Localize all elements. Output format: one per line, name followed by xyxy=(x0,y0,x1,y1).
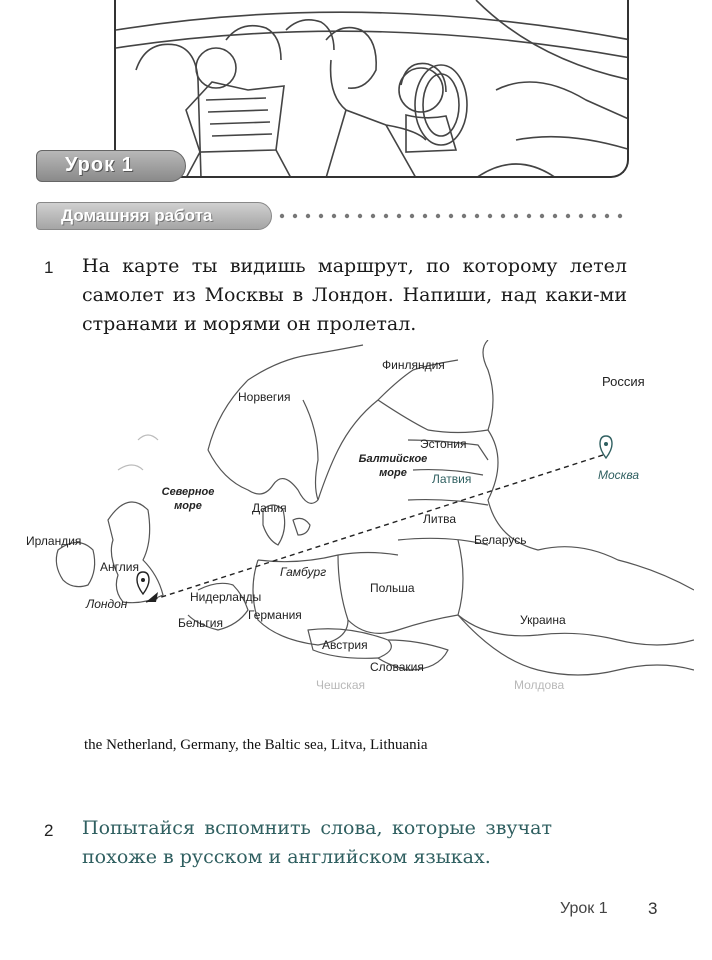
label-russia: Россия xyxy=(602,374,645,389)
section-badge-text: Домашняя работа xyxy=(61,206,213,225)
label-london: Лондон xyxy=(86,597,128,611)
label-poland: Польша xyxy=(370,581,415,595)
page-number: 3 xyxy=(648,899,658,918)
label-czech: Чешская xyxy=(316,678,365,692)
label-norway: Норвегия xyxy=(238,390,291,404)
label-finland: Финляндия xyxy=(382,358,445,372)
label-ukraine: Украина xyxy=(520,613,566,627)
label-slovakia: Словакия xyxy=(370,660,424,674)
label-hamburg: Гамбург xyxy=(280,565,327,579)
label-belarus: Беларусь xyxy=(474,533,527,547)
map-outline xyxy=(18,340,694,720)
label-estonia: Эстония xyxy=(420,437,467,451)
label-lithuania: Литва xyxy=(423,512,456,526)
label-moldova: Молдова xyxy=(514,678,565,692)
label-denmark: Дания xyxy=(252,501,287,515)
lesson-badge-text: Урок 1 xyxy=(65,154,134,176)
task-1-number: 1 xyxy=(44,258,54,277)
airplane-illustration xyxy=(114,0,629,178)
footer-lesson: Урок 1 xyxy=(560,900,608,917)
task-2-text: Попытайся вспомнить слова, которые звучат похоже в русском и английском языках. xyxy=(82,817,552,868)
section-badge xyxy=(36,202,272,230)
label-austria: Австрия xyxy=(322,638,368,652)
route-map xyxy=(18,340,694,720)
london-marker xyxy=(137,572,149,594)
dotted-divider xyxy=(278,210,628,222)
cabin-drawing xyxy=(116,0,629,178)
label-belgium: Бельгия xyxy=(178,616,223,630)
lesson-badge xyxy=(36,150,186,182)
label-baltic-sea: Балтийское море xyxy=(358,453,428,479)
label-england: Англия xyxy=(100,560,139,574)
label-moscow: Москва xyxy=(598,468,640,482)
task-1-text: На карте ты видишь маршрут, по которому летел самолет из Москвы в Лондон. Напиши, над каки-ми странами и морями он пролетал. xyxy=(82,255,627,335)
label-germany: Германия xyxy=(248,608,302,622)
label-ireland: Ирландия xyxy=(26,534,82,548)
label-latvia: Латвия xyxy=(432,472,472,486)
label-north-sea: Северное море xyxy=(161,486,215,512)
task-1-answer: the Netherland, Germany, the Baltic sea, Litva, Lithuania xyxy=(84,737,428,753)
task-2-number: 2 xyxy=(44,821,54,840)
label-netherlands: Нидерланды xyxy=(190,590,262,604)
